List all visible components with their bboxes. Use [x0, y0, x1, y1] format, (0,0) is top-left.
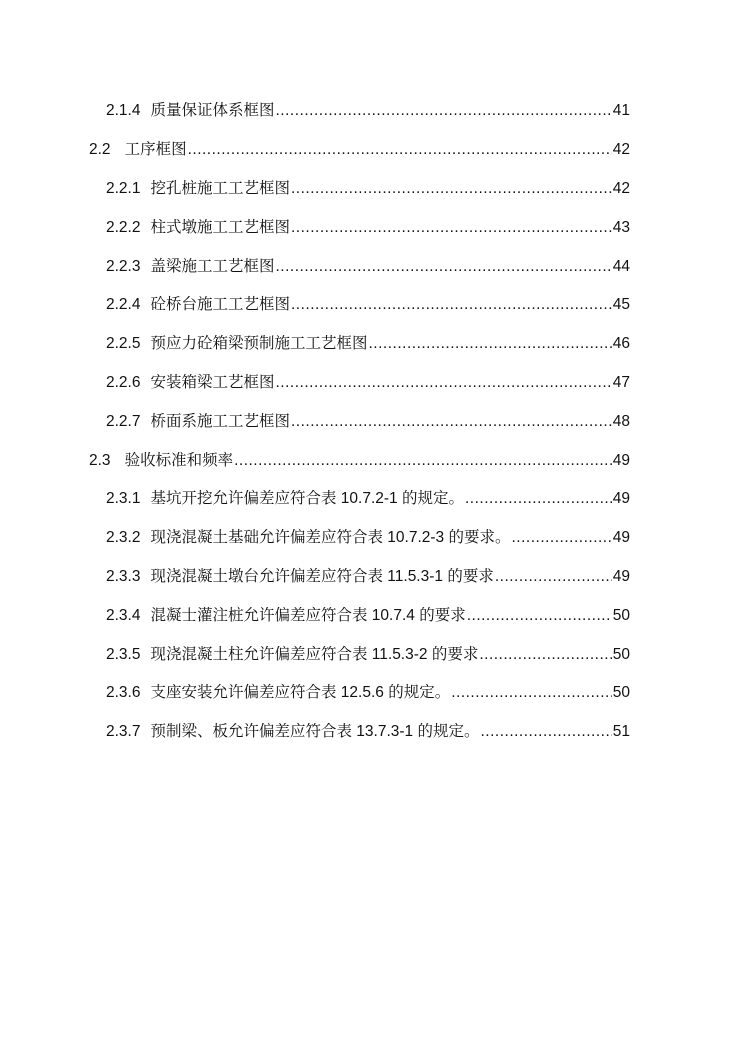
dot-leader	[479, 645, 611, 665]
dot-leader	[495, 567, 612, 587]
toc-entry-2-1-4[interactable]	[0, 92, 744, 131]
dot-leader	[188, 140, 612, 160]
toc-entry-page: 47	[612, 373, 630, 391]
toc-entry-number: 2.3.4	[106, 606, 141, 624]
toc-entry-title: 安装箱梁工艺框图	[150, 373, 275, 391]
toc-entry-2-2-4[interactable]	[0, 286, 744, 325]
toc-entry-number: 2.2	[89, 141, 111, 159]
toc-entry-title: 砼桥台施工工艺框图	[150, 296, 290, 314]
toc-entry-2-2[interactable]	[0, 131, 744, 170]
toc-entry-page: 42	[612, 141, 630, 159]
toc-entry-title: 柱式墩施工工艺框图	[150, 218, 290, 236]
toc-entry-number: 2.3.3	[106, 567, 141, 585]
toc-entry-title: 预应力砼箱梁预制施工工艺框图	[150, 335, 368, 353]
dot-leader	[291, 295, 612, 315]
toc-entry-title: 挖孔桩施工工艺框图	[150, 179, 290, 197]
toc-entry-page: 48	[612, 412, 630, 430]
toc-entry-title: 现浇混凝土基础允许偏差应符合表 10.7.2-3 的要求。	[150, 529, 511, 547]
toc-entry-2-3-7[interactable]	[0, 713, 744, 752]
dot-leader	[291, 412, 612, 432]
dot-leader	[467, 606, 612, 626]
toc-entry-number: 2.2.4	[106, 296, 141, 314]
toc-entry-2-3-4[interactable]	[0, 596, 744, 635]
toc-entry-page: 42	[612, 179, 630, 197]
toc-entry-2-2-3[interactable]	[0, 247, 744, 286]
toc-entry-title: 现浇混凝土墩台允许偏差应符合表 11.5.3-1 的要求	[150, 567, 494, 585]
toc-entry-page: 50	[612, 645, 630, 663]
toc-entry-2-2-7[interactable]	[0, 402, 744, 441]
toc-entry-title: 桥面系施工工艺框图	[150, 412, 290, 430]
toc-entry-page: 46	[612, 335, 630, 353]
toc-entry-number: 2.2.6	[106, 373, 141, 391]
toc-entry-number: 2.3.7	[106, 723, 141, 741]
toc-entry-2-2-6[interactable]	[0, 364, 744, 403]
toc-entry-number: 2.2.1	[106, 179, 141, 197]
toc-entry-title: 盖梁施工工艺框图	[150, 257, 275, 275]
toc-entry-page: 41	[612, 102, 630, 120]
toc-entry-number: 2.3.2	[106, 529, 141, 547]
toc-entry-2-2-1[interactable]	[0, 170, 744, 209]
toc-entry-number: 2.2.3	[106, 257, 141, 275]
toc-entry-2-3-3[interactable]	[0, 558, 744, 597]
toc-entry-title: 预制梁、板允许偏差应符合表 13.7.3-1 的规定。	[150, 723, 480, 741]
toc-entry-number: 2.2.2	[106, 218, 141, 236]
toc-entry-title: 基坑开挖允许偏差应符合表 10.7.2-1 的规定。	[150, 490, 464, 508]
dot-leader	[276, 373, 612, 393]
dot-leader	[291, 218, 612, 238]
dot-leader	[291, 179, 612, 199]
toc-entry-2-3-6[interactable]	[0, 674, 744, 713]
dot-leader	[276, 257, 612, 277]
toc-entry-number: 2.3.5	[106, 645, 141, 663]
toc-entry-title: 验收标准和频率	[124, 451, 234, 469]
toc-entry-2-3-2[interactable]	[0, 519, 744, 558]
table-of-contents	[0, 92, 744, 752]
toc-entry-page: 49	[612, 529, 630, 547]
toc-entry-page: 49	[612, 567, 630, 585]
toc-entry-number: 2.1.4	[106, 102, 141, 120]
toc-entry-2-2-2[interactable]	[0, 208, 744, 247]
toc-entry-page: 50	[612, 684, 630, 702]
toc-entry-page: 49	[612, 490, 630, 508]
toc-entry-title: 质量保证体系框图	[150, 102, 275, 120]
toc-entry-page: 43	[612, 218, 630, 236]
toc-entry-2-3-5[interactable]	[0, 635, 744, 674]
toc-entry-number: 2.2.5	[106, 335, 141, 353]
toc-entry-2-3[interactable]	[0, 441, 744, 480]
toc-entry-number: 2.3.1	[106, 490, 141, 508]
toc-entry-number: 2.3	[89, 451, 111, 469]
toc-entry-number: 2.3.6	[106, 684, 141, 702]
dot-leader	[480, 722, 611, 742]
dot-leader	[276, 101, 612, 121]
toc-entry-2-3-1[interactable]	[0, 480, 744, 519]
toc-entry-title: 现浇混凝土柱允许偏差应符合表 11.5.3-2 的要求	[150, 645, 479, 663]
dot-leader	[465, 489, 612, 509]
toc-entry-number: 2.2.7	[106, 412, 141, 430]
toc-entry-page: 50	[612, 606, 630, 624]
toc-entry-2-2-5[interactable]	[0, 325, 744, 364]
toc-entry-page: 44	[612, 257, 630, 275]
dot-leader	[511, 528, 611, 548]
dot-leader	[451, 683, 612, 703]
toc-entry-title: 混凝士灌注桩允许偏差应符合表 10.7.4 的要求	[150, 606, 466, 624]
dot-leader	[369, 334, 612, 354]
toc-entry-page: 49	[612, 451, 630, 469]
toc-entry-title: 支座安装允许偏差应符合表 12.5.6 的规定。	[150, 684, 451, 702]
toc-entry-page: 51	[612, 723, 630, 741]
toc-entry-page: 45	[612, 296, 630, 314]
toc-entry-title: 工序框图	[124, 141, 187, 159]
dot-leader	[234, 451, 612, 471]
